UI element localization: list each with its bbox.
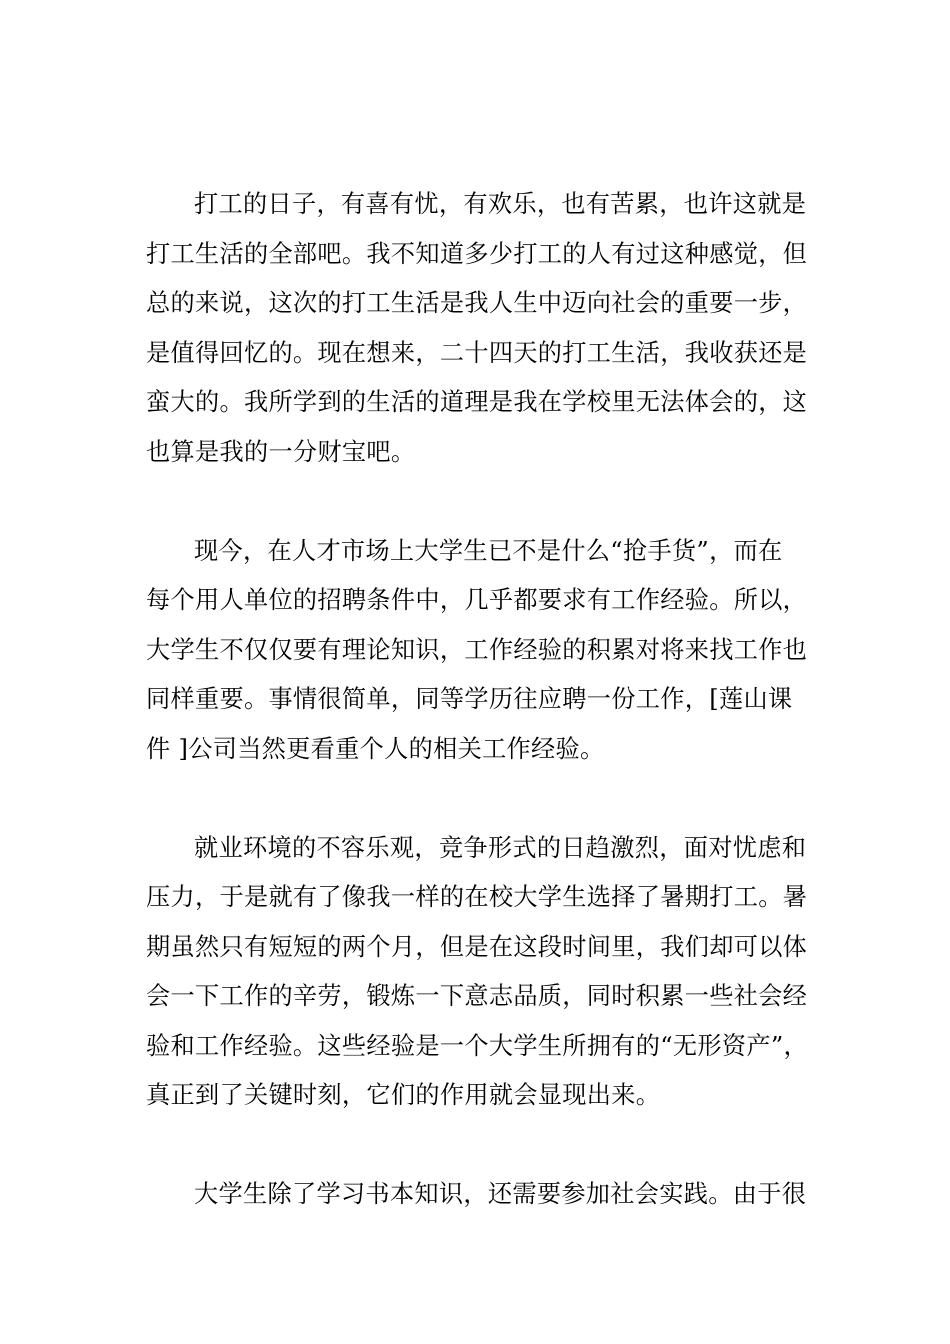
paragraph-line: 压力，于是就有了像我一样的在校大学生选择了暑期打工。暑 [146, 883, 808, 911]
paragraph-line: 真正到了关键时刻，它们的作用就会显现出来。 [146, 1081, 661, 1109]
paragraph-line: 总的来说，这次的打工生活是我人生中迈向社会的重要一步， [146, 289, 808, 317]
document-body [146, 180, 816, 1220]
paragraph-line: 会一下工作的辛劳，锻炼一下意志品质，同时积累一些社会经 [146, 982, 808, 1010]
paragraph-line: 件 ]公司当然更看重个人的相关工作经验。 [146, 734, 605, 763]
paragraph-line: 是值得回忆的。现在想来，二十四天的打工生活，我收获还是 [146, 338, 808, 367]
paragraph-line: 同样重要。事情很简单，同等学历往应聘一份工作，[莲山课 [146, 685, 793, 713]
paragraph-line: 打工的日子，有喜有忧，有欢乐，也有苦累，也许这就是 [194, 190, 807, 218]
paragraph-1 [146, 180, 816, 477]
paragraph-line: 现今，在人才市场上大学生已不是什么“抢手货”，而在 [194, 536, 783, 565]
paragraph-line: 打工生活的全部吧。我不知道多少打工的人有过这种感觉，但 [146, 239, 808, 268]
paragraph-line: 期虽然只有短短的两个月，但是在这段时间里，我们却可以体 [146, 932, 808, 961]
paragraph-3 [146, 824, 816, 1121]
paragraph-line: 蛮大的。我所学到的生活的道理是我在学校里无法体会的，这 [146, 388, 808, 416]
paragraph-line: 就业环境的不容乐观，竞争形式的日趋激烈，面对忧虑和 [194, 833, 807, 862]
paragraph-line: 每个用人单位的招聘条件中，几乎都要求有工作经验。所以， [146, 586, 808, 614]
paragraph-line: 大学生除了学习书本知识，还需要参加社会实践。由于很 [194, 1180, 807, 1208]
paragraph-line: 大学生不仅仅要有理论知识，工作经验的积累对将来找工作也 [146, 635, 808, 664]
paragraph-2 [146, 527, 816, 775]
paragraph-line: 也算是我的一分财宝吧。 [146, 437, 416, 466]
paragraph-4 [146, 1170, 816, 1220]
paragraph-line: 验和工作经验。这些经验是一个大学生所拥有的“无形资产”， [146, 1031, 809, 1060]
